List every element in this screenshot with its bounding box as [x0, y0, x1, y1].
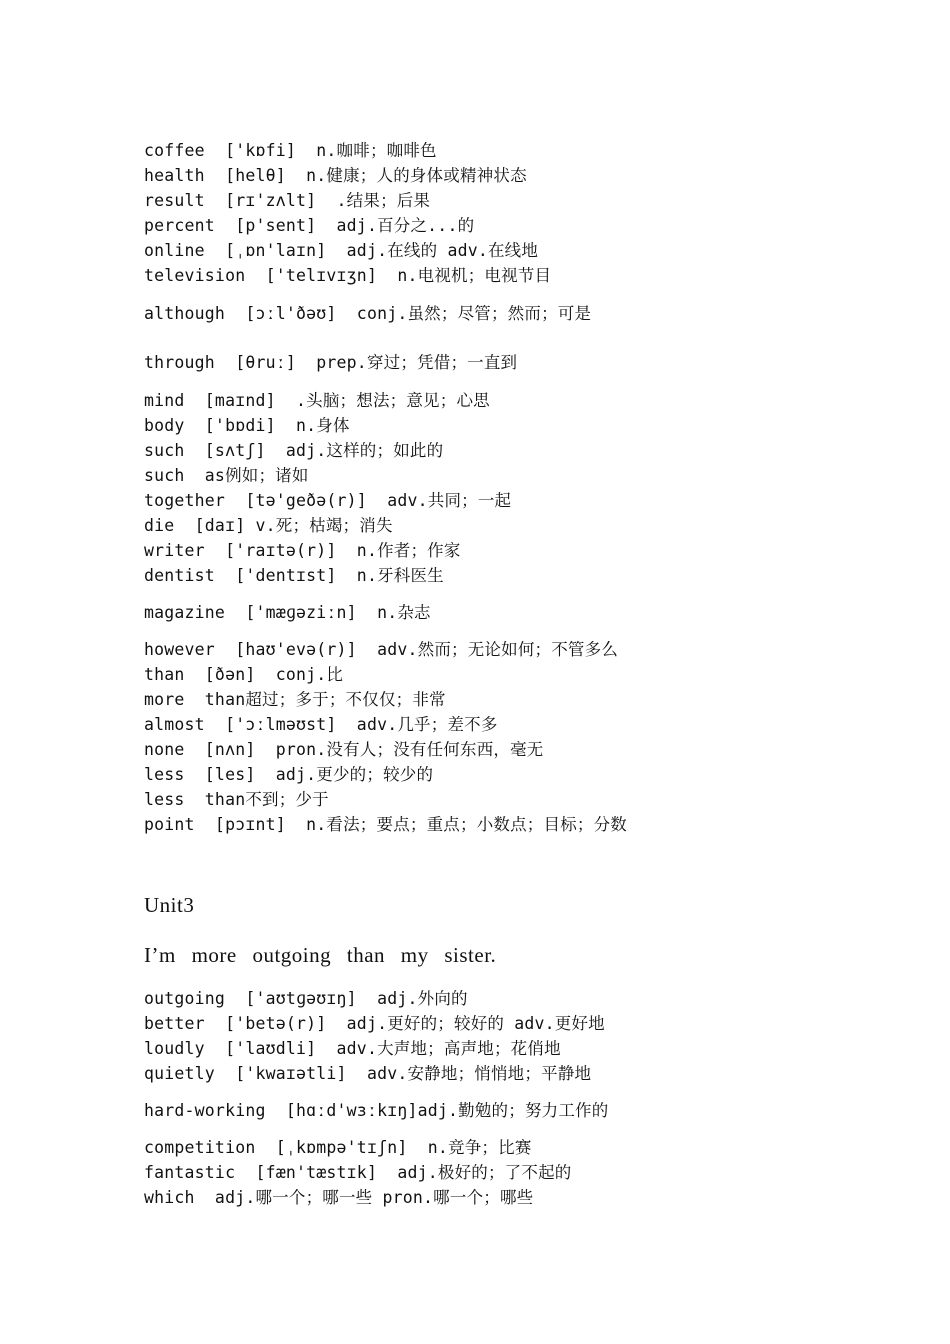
vocab-group-1 — [144, 138, 551, 288]
vocab-entry: online [ˌɒn'laɪn] adj.在线的 adv.在线地 — [144, 241, 539, 260]
vocab-group-3 — [144, 350, 517, 375]
vocab-entry: loudly ['laʊdli] adv.大声地；高声地；花俏地 — [144, 1039, 561, 1058]
vocab-entry: better ['betə(r)] adj.更好的；较好的 adv.更好地 — [144, 1014, 605, 1033]
unit-vocab-group-1 — [144, 986, 605, 1086]
vocab-entry: more than超过；多于；不仅仅；非常 — [144, 690, 446, 709]
vocab-entry: mind [maɪnd] .头脑；想法；意见；心思 — [144, 391, 490, 410]
vocab-entry: outgoing ['aʊtɡəʊɪŋ] adj.外向的 — [144, 989, 468, 1008]
vocab-entry: less [les] adj.更少的；较少的 — [144, 765, 434, 784]
unit-sentence: I’m more outgoing than my sister. — [144, 943, 497, 967]
vocab-entry: health [helθ] n.健康；人的身体或精神状态 — [144, 166, 527, 185]
vocab-entry: percent [p'sent] adj.百分之...的 — [144, 216, 475, 235]
vocab-entry: television ['telɪvɪʒn] n.电视机；电视节目 — [144, 266, 552, 285]
vocab-entry: none [nʌn] pron.没有人；没有任何东西，毫无 — [144, 740, 544, 759]
vocab-entry: however [haʊ'evə(r)] adv.然而；无论如何；不管多么 — [144, 640, 619, 659]
vocab-entry: less than不到；少于 — [144, 790, 329, 809]
vocab-entry: body ['bɒdi] n.身体 — [144, 416, 350, 435]
vocab-group-5 — [144, 600, 431, 625]
vocab-entry: result [rɪ'zʌlt] .结果；后果 — [144, 191, 431, 210]
vocab-entry: fantastic [fæn'tæstɪk] adj.极好的；了不起的 — [144, 1163, 572, 1182]
unit-title: Unit3 — [144, 893, 195, 917]
vocab-entry: dentist ['dentɪst] n.牙科医生 — [144, 566, 444, 585]
vocab-group-2 — [144, 301, 591, 326]
vocab-entry: coffee ['kɒfi] n.咖啡；咖啡色 — [144, 141, 437, 160]
vocab-entry: such [sʌtʃ] adj.这样的；如此的 — [144, 441, 444, 460]
vocab-entry: point [pɔɪnt] n.看法；要点；重点；小数点；目标；分数 — [144, 815, 628, 834]
unit-vocab-group-2 — [144, 1098, 608, 1123]
vocab-entry: although [ɔːl'ðəʊ] conj.虽然；尽管；然而；可是 — [144, 304, 592, 323]
vocab-entry: together [tə'geðə(r)] adv.共同；一起 — [144, 491, 512, 510]
vocab-entry: quietly ['kwaɪətli] adv.安静地；悄悄地；平静地 — [144, 1064, 592, 1083]
vocab-entry: hard-working [hɑːd'wɜːkɪŋ]adj.勤勉的；努力工作的 — [144, 1101, 609, 1120]
vocab-entry: magazine ['mæɡəziːn] n.杂志 — [144, 603, 431, 622]
vocab-entry: almost ['ɔːlməʊst] adv.几乎；差不多 — [144, 715, 498, 734]
vocab-entry: than [ðən] conj.比 — [144, 665, 344, 684]
unit-vocab-group-3 — [144, 1135, 571, 1210]
vocab-entry: competition [ˌkɒmpə'tɪʃn] n.竞争；比赛 — [144, 1138, 532, 1157]
vocab-entry: such as例如；诸如 — [144, 466, 309, 485]
vocab-entry: through [θruː] prep.穿过；凭借；一直到 — [144, 353, 518, 372]
vocab-entry: die [daɪ] v.死；枯竭；消失 — [144, 516, 393, 535]
vocab-entry: which adj.哪一个；哪一些 pron.哪一个；哪些 — [144, 1188, 534, 1207]
vocab-group-4 — [144, 388, 511, 588]
vocab-entry: writer ['raɪtə(r)] n.作者；作家 — [144, 541, 461, 560]
vocab-group-6 — [144, 637, 627, 837]
